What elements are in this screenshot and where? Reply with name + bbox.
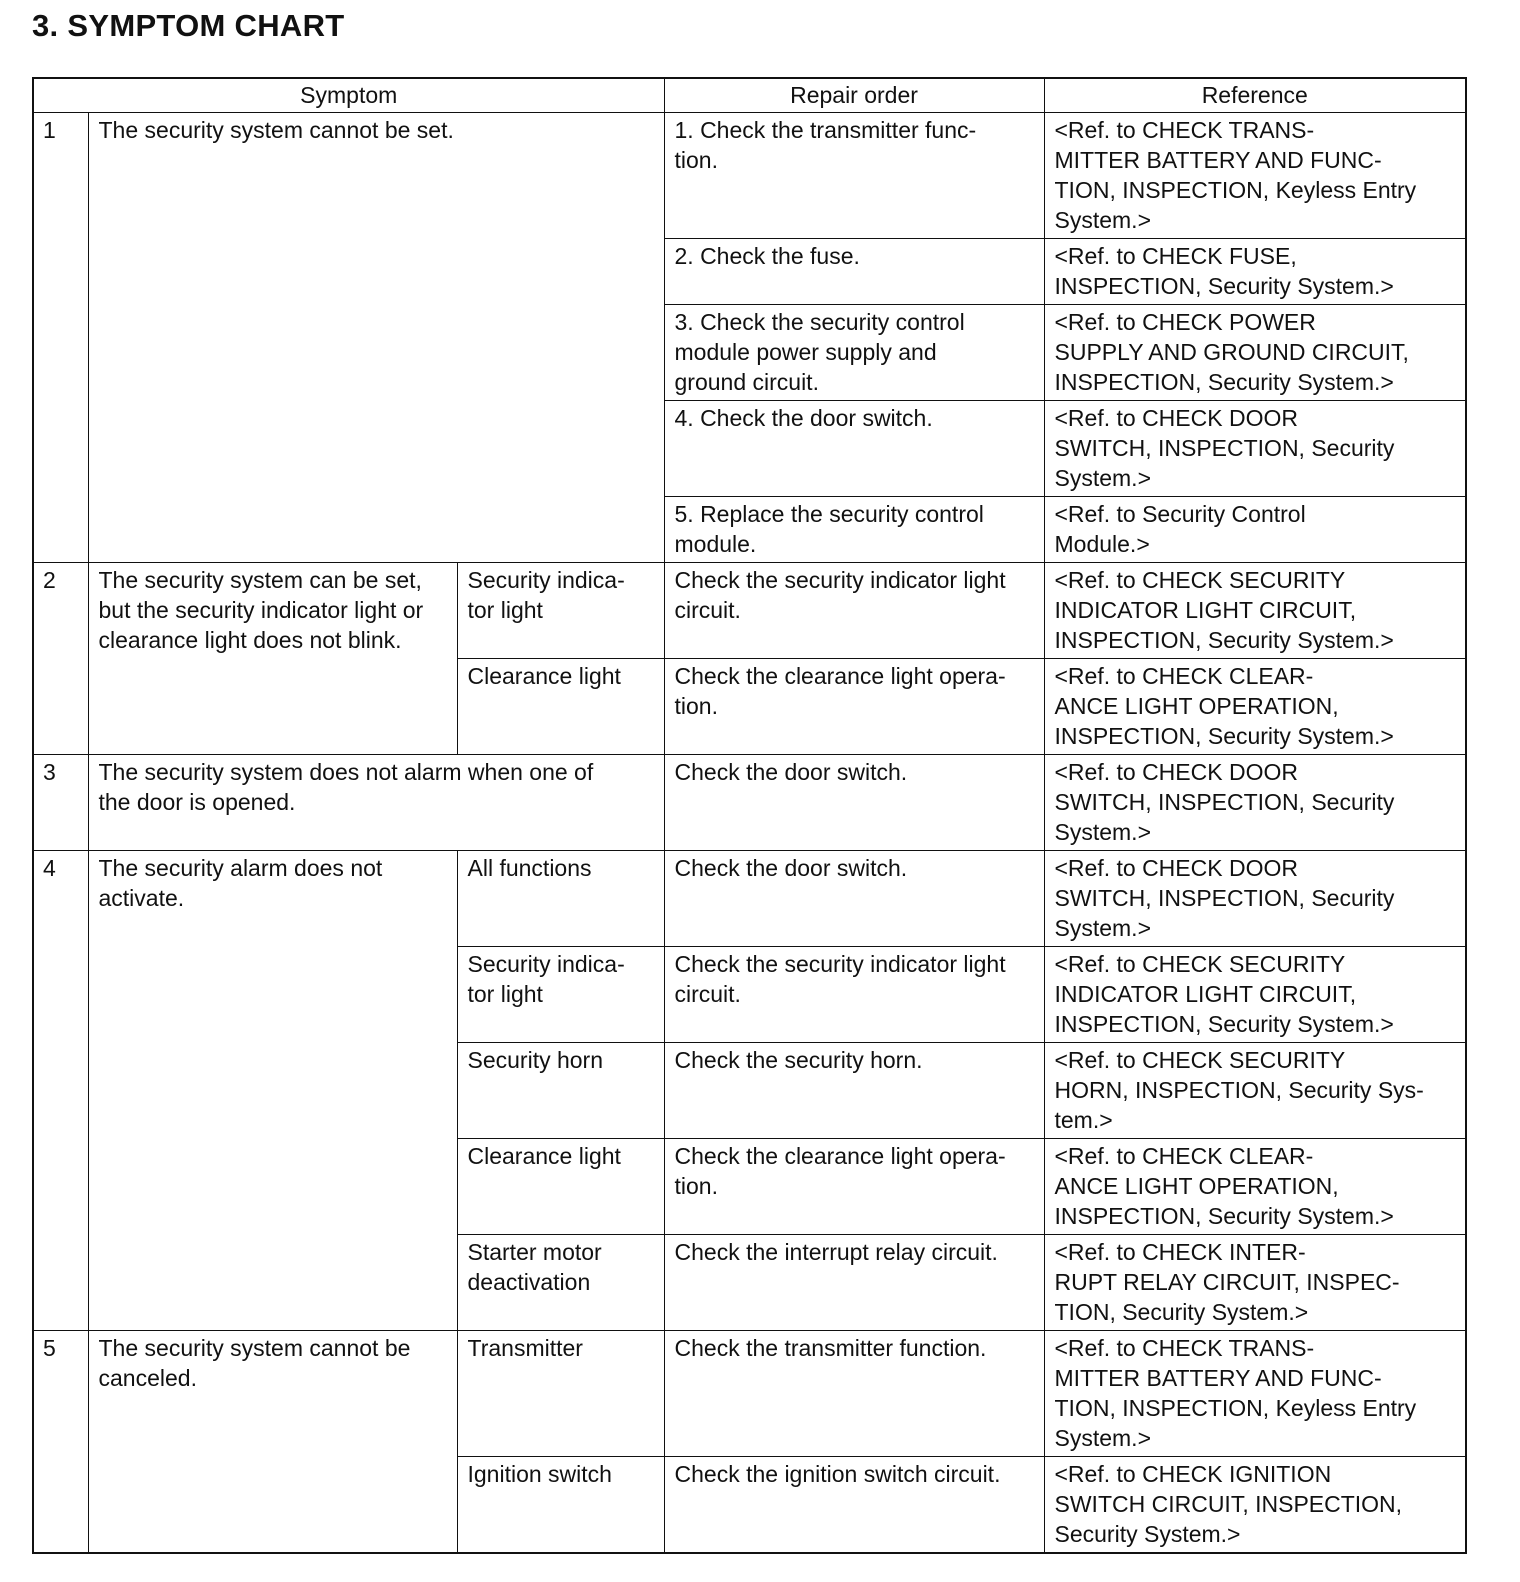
header-repair-order: Repair order [664,78,1044,113]
repair-order: 5. Replace the security control module. [664,497,1044,563]
reference: <Ref. to CHECK IGNITION SWITCH CIRCUIT, INSPECTION, Security System.> [1044,1457,1466,1554]
reference: <Ref. to CHECK TRANS- MITTER BATTERY AND FUNC- TION, INSPECTION, Keyless Entry System.> [1044,1331,1466,1457]
header-reference: Reference [1044,78,1466,113]
repair-order: Check the security indicator light circuit. [664,563,1044,659]
repair-order: Check the security horn. [664,1043,1044,1139]
reference: <Ref. to Security Control Module.> [1044,497,1466,563]
symptom-condition: Starter motor deactivation [457,1235,664,1331]
symptom-condition: Clearance light [457,1139,664,1235]
reference: <Ref. to CHECK CLEAR- ANCE LIGHT OPERATION, INSPECTION, Security System.> [1044,659,1466,755]
table-row [33,851,1466,947]
symptom-number: 3 [33,755,88,851]
symptom-condition: All functions [457,851,664,947]
reference: <Ref. to CHECK TRANS- MITTER BATTERY AND FUNC- TION, INSPECTION, Keyless Entry System.> [1044,113,1466,239]
page-title: 3. SYMPTOM CHART [32,8,345,43]
symptom-description: The security alarm does not activate. [88,851,457,1331]
repair-order: Check the door switch. [664,851,1044,947]
reference: <Ref. to CHECK DOOR SWITCH, INSPECTION, Security System.> [1044,851,1466,947]
symptom-description: The security system does not alarm when one of the door is opened. [88,755,664,851]
symptom-number: 2 [33,563,88,755]
header-row [33,78,1466,113]
repair-order: Check the transmitter function. [664,1331,1044,1457]
symptom-condition: Transmitter [457,1331,664,1457]
reference: <Ref. to CHECK DOOR SWITCH, INSPECTION, Security System.> [1044,755,1466,851]
symptom-number: 5 [33,1331,88,1554]
reference: <Ref. to CHECK CLEAR- ANCE LIGHT OPERATION, INSPECTION, Security System.> [1044,1139,1466,1235]
repair-order: Check the clearance light opera- tion. [664,659,1044,755]
reference: <Ref. to CHECK DOOR SWITCH, INSPECTION, Security System.> [1044,401,1466,497]
table-row [33,563,1466,659]
repair-order: 4. Check the door switch. [664,401,1044,497]
repair-order: Check the interrupt relay circuit. [664,1235,1044,1331]
reference: <Ref. to CHECK SECURITY HORN, INSPECTION, Security Sys- tem.> [1044,1043,1466,1139]
reference: <Ref. to CHECK POWER SUPPLY AND GROUND CIRCUIT, INSPECTION, Security System.> [1044,305,1466,401]
reference: <Ref. to CHECK SECURITY INDICATOR LIGHT CIRCUIT, INSPECTION, Security System.> [1044,563,1466,659]
symptom-condition: Security indica- tor light [457,563,664,659]
repair-order: 2. Check the fuse. [664,239,1044,305]
symptom-number: 1 [33,113,88,563]
symptom-condition: Security horn [457,1043,664,1139]
reference: <Ref. to CHECK FUSE, INSPECTION, Security System.> [1044,239,1466,305]
repair-order: Check the security indicator light circuit. [664,947,1044,1043]
table-row [33,755,1466,851]
reference: <Ref. to CHECK SECURITY INDICATOR LIGHT CIRCUIT, INSPECTION, Security System.> [1044,947,1466,1043]
symptom-number: 4 [33,851,88,1331]
symptom-description: The security system can be set, but the security indicator light or clearance light does not blink. [88,563,457,755]
symptom-chart-table [32,77,1467,1554]
symptom-description: The security system cannot be set. [88,113,664,563]
symptom-condition: Clearance light [457,659,664,755]
repair-order: Check the ignition switch circuit. [664,1457,1044,1554]
table-row [33,113,1466,239]
table-row [33,1331,1466,1457]
repair-order: 1. Check the transmitter func- tion. [664,113,1044,239]
header-symptom: Symptom [33,78,664,113]
symptom-description: The security system cannot be canceled. [88,1331,457,1554]
repair-order: Check the door switch. [664,755,1044,851]
reference: <Ref. to CHECK INTER- RUPT RELAY CIRCUIT, INSPEC- TION, Security System.> [1044,1235,1466,1331]
symptom-condition: Ignition switch [457,1457,664,1554]
repair-order: Check the clearance light opera- tion. [664,1139,1044,1235]
repair-order: 3. Check the security control module power supply and ground circuit. [664,305,1044,401]
symptom-condition: Security indica- tor light [457,947,664,1043]
